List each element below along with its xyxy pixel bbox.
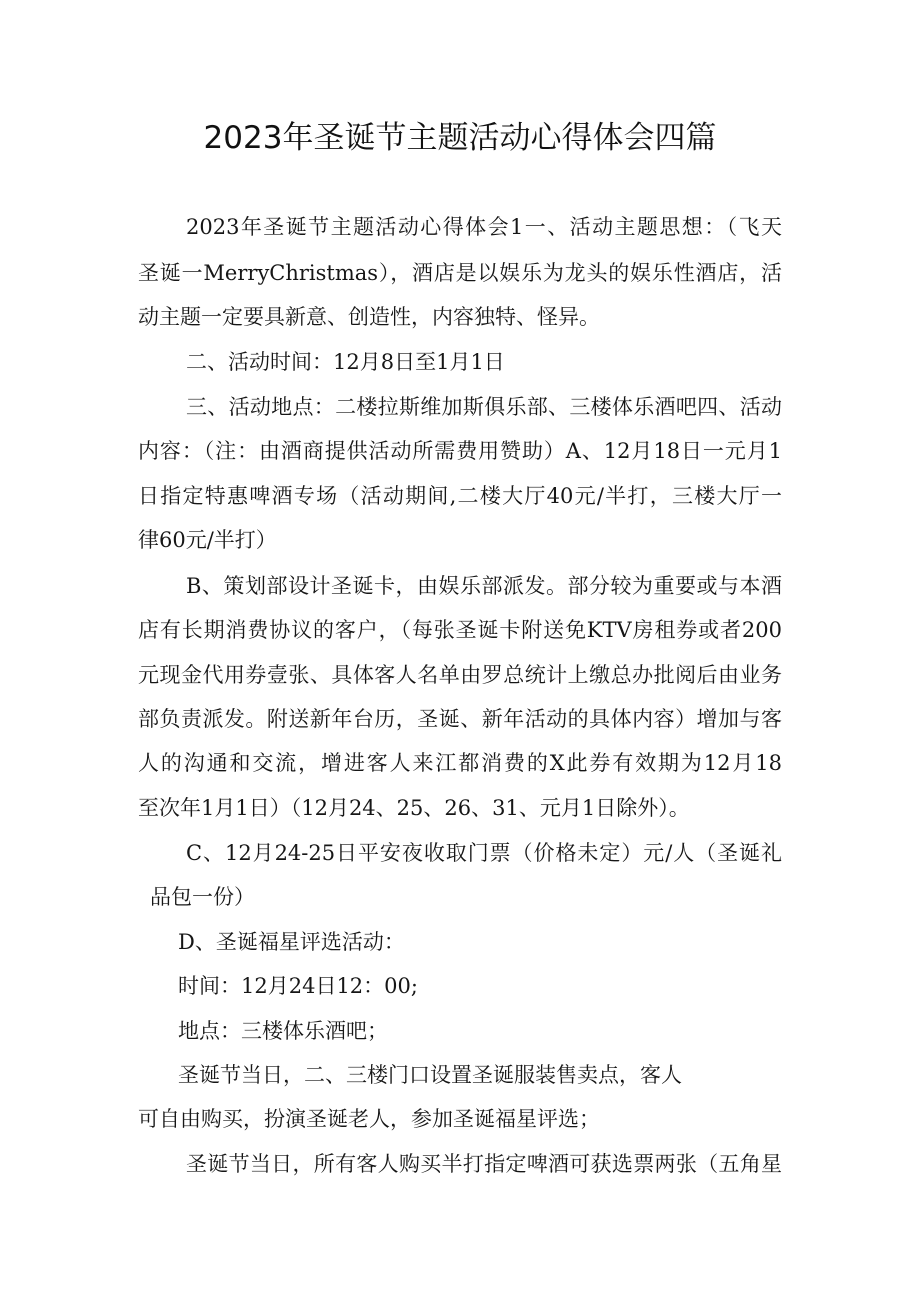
paragraph-line: 部负责派发。附送新年台历，圣诞、新年活动的具体内容）增加与客 bbox=[138, 707, 782, 731]
paragraph-line: B、策划部设计圣诞卡，由娱乐部派发。部分较为重要或与本酒 bbox=[186, 574, 782, 598]
paragraph-line: 圣诞节当日，二、三楼门口设置圣诞服装售卖点，客人 bbox=[178, 1063, 682, 1087]
paragraph-line: 律60元/半打） bbox=[138, 528, 277, 552]
paragraph-line: 人的沟通和交流，增进客人来江都消费的X此券有效期为12月18 bbox=[138, 751, 782, 775]
paragraph-line: 圣诞一MerryChristmas），酒店是以娱乐为龙头的娱乐性酒店，活 bbox=[138, 261, 782, 285]
paragraph-line: 店有长期消费协议的客户，（每张圣诞卡附送免KTV房租券或者200 bbox=[138, 618, 782, 642]
paragraph-line: 可自由购买，扮演圣诞老人，参加圣诞福星评选； bbox=[138, 1107, 600, 1131]
paragraph-line: 动主题一定要具新意、创造性，内容独特、怪异。 bbox=[138, 305, 600, 329]
paragraph-line: 至次年1月1日）（12月24、25、26、31、元月1日除外）。 bbox=[138, 796, 690, 820]
paragraph-line: 日指定特惠啤酒专场（活动期间,二楼大厅40元/半打，三楼大厅一 bbox=[138, 484, 782, 508]
paragraph-line: 元现金代用券壹张、具体客人名单由罗总统计上缴总办批阅后由业务 bbox=[138, 663, 782, 687]
paragraph-line: C、12月24-25日平安夜收取门票（价格未定）元/人（圣诞礼 bbox=[186, 841, 782, 865]
paragraph-line: 地点：三楼体乐酒吧； bbox=[178, 1019, 388, 1043]
paragraph-line: 圣诞节当日，所有客人购买半打指定啤酒可获选票两张（五角星 bbox=[186, 1152, 782, 1176]
document-title: 2023年圣诞节主题活动心得体会四篇 bbox=[203, 120, 717, 156]
paragraph-line: 时间：12月24日12：00; bbox=[178, 974, 418, 998]
paragraph-line: D、圣诞福星评选活动： bbox=[178, 930, 405, 954]
paragraph-line: 品包一份） bbox=[150, 885, 255, 909]
paragraph-line: 二、活动时间：12月8日至1月1日 bbox=[186, 350, 505, 374]
paragraph-line: 2023年圣诞节主题活动心得体会1一、活动主题思想：（飞天 bbox=[186, 215, 782, 239]
paragraph-line: 三、活动地点：二楼拉斯维加斯俱乐部、三楼体乐酒吧四、活动 bbox=[186, 395, 782, 419]
paragraph-line: 内容：（注：由酒商提供活动所需费用赞助）A、12月18日一元月1 bbox=[138, 439, 782, 463]
